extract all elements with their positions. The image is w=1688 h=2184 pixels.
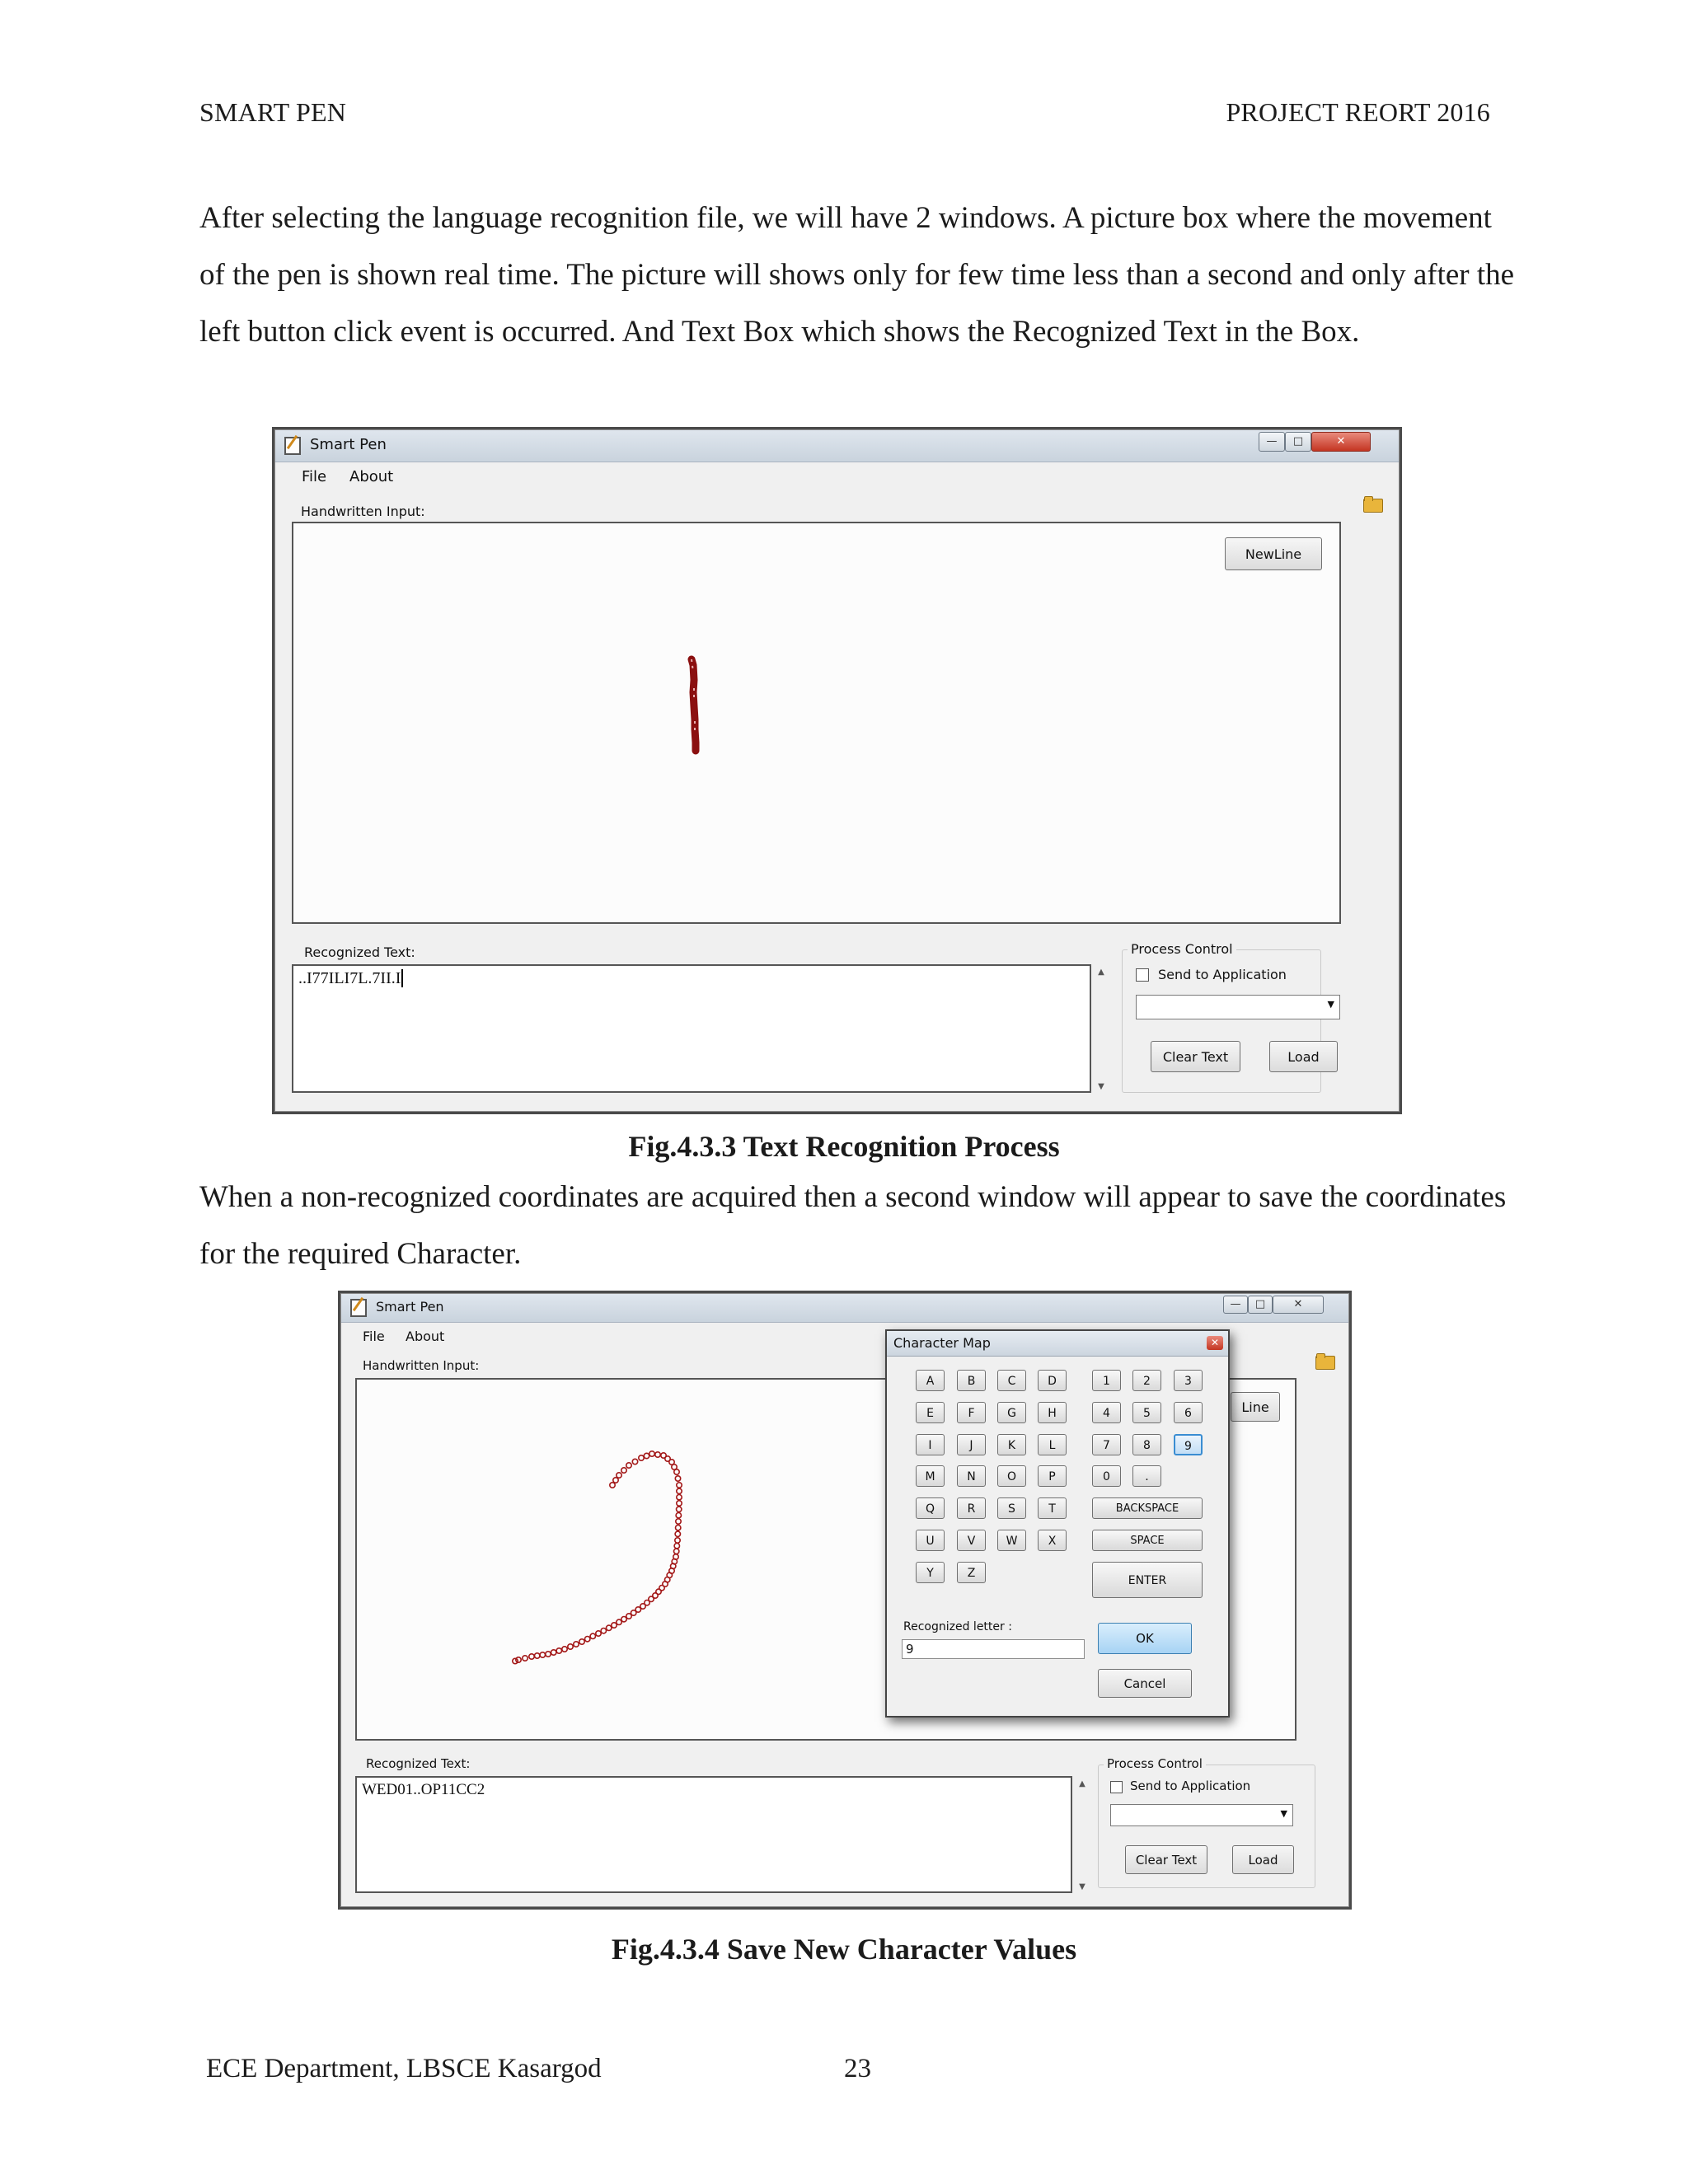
key-9-selected[interactable]: 9 [1174,1434,1203,1455]
handwritten-input-label: Handwritten Input: [301,504,425,519]
pen-point [674,1469,679,1474]
pen-point [556,1648,561,1653]
character-map-dialog [885,1329,1230,1718]
pen-point [568,1644,573,1649]
application-select[interactable] [1136,995,1340,1019]
key-r[interactable]: R [957,1497,986,1519]
title-bar [341,1294,1348,1323]
pen-point [529,1654,534,1659]
backspace-key[interactable]: BACKSPACE [1092,1497,1203,1519]
key-1[interactable]: 1 [1092,1370,1121,1391]
key-p[interactable]: P [1038,1465,1067,1487]
key-i[interactable]: I [916,1434,945,1455]
process-control-group [1098,1756,1315,1888]
intro-paragraph: After selecting the language recognition file, we will have 2 windows. A picture box where the movement of the pen is shown real time. The picture will shows only for few time less than a second and only after the left button click event is occurred. And Text Box which shows the Recognized Text in the Box. [199,201,1515,349]
send-to-application-label: Send to Application [1158,967,1287,982]
key-4[interactable]: 4 [1092,1402,1121,1423]
key-6[interactable]: 6 [1174,1402,1203,1423]
key-2[interactable]: 2 [1132,1370,1161,1391]
handwritten-input-label: Handwritten Input: [363,1358,480,1373]
key-o[interactable]: O [997,1465,1026,1487]
recognized-text-box[interactable] [292,964,1091,1093]
dialog-title: Character Map [893,1335,991,1351]
key-8[interactable]: 8 [1132,1434,1161,1455]
pen-point [513,1658,518,1663]
pen-point [535,1653,540,1658]
notepad-pen-icon [284,437,301,455]
dialog-title-bar [887,1331,1228,1357]
key-q[interactable]: Q [916,1497,945,1519]
send-to-application-checkbox[interactable] [1110,1781,1123,1793]
recognized-letter-label: Recognized letter : [903,1620,1012,1633]
handwritten-input-canvas[interactable] [292,522,1341,924]
pen-point [523,1656,528,1661]
figure1-caption: Fig.4.3.3 Text Recognition Process [628,1130,1060,1163]
pen-point [677,1483,682,1488]
pen-point [677,1507,682,1511]
pen-stroke-points [513,1451,682,1664]
scroll-up-icon[interactable]: ▲ [1098,968,1104,977]
running-header-title: SMART PEN [199,97,347,127]
menu-file[interactable]: File [363,1329,385,1344]
pen-point [639,1455,644,1460]
pen-stroke-drawing [293,523,1339,922]
pen-point [632,1459,637,1464]
pen-point [596,1631,601,1636]
menu-file[interactable]: File [302,468,327,485]
smart-pen-window-1 [274,429,1400,1112]
scroll-up-icon[interactable]: ▲ [1079,1779,1085,1788]
pen-point [579,1639,584,1644]
pen-point [676,1513,681,1518]
pen-point [675,1538,680,1543]
key-0[interactable]: 0 [1092,1465,1121,1487]
pen-point [677,1488,682,1493]
pen-point [677,1501,682,1506]
load-button[interactable]: Load [1269,1041,1338,1072]
pen-point [601,1629,606,1633]
key-e[interactable]: E [916,1402,945,1423]
figure2-caption: Fig.4.3.4 Save New Character Values [611,1933,1077,1966]
scroll-down-icon[interactable]: ▼ [1079,1882,1085,1891]
key-d[interactable]: D [1038,1370,1067,1391]
second-paragraph: When a non-recognized coordinates are acquired then a second window will appear to save the coordinates for the required Character. [199,1180,1507,1271]
pen-point [621,1468,626,1473]
pen-point [607,1625,612,1630]
key-u[interactable]: U [916,1530,945,1551]
pen-point [617,1619,621,1624]
key-n[interactable]: N [957,1465,986,1487]
enter-key[interactable]: ENTER [1092,1562,1203,1598]
pen-point [677,1495,682,1500]
key-3[interactable]: 3 [1174,1370,1203,1391]
process-control-group [1122,941,1334,1093]
key-y[interactable]: Y [916,1562,945,1583]
clear-text-button[interactable]: Clear Text [1151,1041,1240,1072]
key-m[interactable]: M [916,1465,945,1487]
folder-open-icon[interactable] [1315,1353,1335,1368]
close-icon[interactable]: ✕ [1273,1296,1324,1314]
menu-bar [275,462,1399,490]
recognized-text-value: ..I77ILI7L.7II.I [298,969,401,987]
pen-point [626,1614,631,1619]
pen-point [585,1637,590,1642]
key-z[interactable]: Z [957,1562,986,1583]
notepad-pen-icon [350,1299,367,1317]
newline-button[interactable]: NewLine [1225,537,1322,570]
pen-point [676,1519,681,1524]
minimize-icon[interactable]: — [1223,1296,1248,1314]
key-c[interactable]: C [997,1370,1026,1391]
key-w[interactable]: W [997,1530,1026,1551]
pen-point [644,1453,649,1458]
pen-point [540,1652,545,1657]
chevron-down-icon: ▼ [1280,1808,1287,1819]
send-to-application-label: Send to Application [1130,1779,1251,1793]
key-h[interactable]: H [1038,1402,1067,1423]
key-v[interactable]: V [957,1530,986,1551]
pen-point [613,1478,618,1483]
key-7[interactable]: 7 [1092,1434,1121,1455]
key-dot[interactable]: . [1132,1465,1161,1487]
key-g[interactable]: G [997,1402,1026,1423]
folder-open-icon[interactable] [1363,496,1383,511]
chevron-down-icon: ▼ [1327,999,1334,1010]
footer-department: ECE Department, LBSCE Kasargod [206,2054,602,2083]
window-title: Smart Pen [376,1299,444,1315]
recognized-text-label: Recognized Text: [304,944,415,960]
pen-point [675,1531,680,1536]
running-header-report: PROJECT REORT 2016 [1226,97,1490,127]
application-select[interactable] [1110,1804,1293,1826]
menu-about[interactable]: About [406,1329,445,1344]
scroll-down-icon[interactable]: ▼ [1098,1082,1104,1091]
key-x[interactable]: X [1038,1530,1067,1551]
key-l[interactable]: L [1038,1434,1067,1455]
recognized-text-box[interactable] [355,1776,1072,1893]
pen-point [674,1549,679,1554]
menu-about[interactable]: About [349,468,394,485]
close-icon[interactable]: ✕ [1207,1336,1223,1350]
pen-point [516,1657,521,1662]
recognized-text-scrollbar[interactable] [1093,964,1109,1093]
pen-point [675,1476,680,1481]
key-5[interactable]: 5 [1132,1402,1161,1423]
pen-point [574,1642,579,1647]
maximize-icon[interactable]: □ [1285,432,1311,452]
key-a[interactable]: A [916,1370,945,1391]
close-icon[interactable]: ✕ [1311,432,1371,452]
text-caret [401,969,403,987]
key-s[interactable]: S [997,1497,1026,1519]
pen-point [590,1633,595,1638]
pen-point [610,1483,615,1488]
space-key[interactable]: SPACE [1092,1530,1203,1551]
minimize-icon[interactable]: — [1259,432,1285,452]
pen-point [649,1451,654,1456]
pen-point [612,1623,617,1628]
process-control-legend: Process Control [1104,1756,1206,1771]
recognized-text-label: Recognized Text: [366,1756,471,1771]
pen-point [626,1463,631,1468]
smart-pen-window-2 [340,1293,1349,1907]
pen-point [551,1650,556,1655]
pen-stroke [692,659,696,751]
clear-text-button[interactable]: Clear Text [1125,1845,1207,1874]
title-bar [275,430,1399,462]
pen-point [617,1473,621,1478]
cancel-button[interactable]: Cancel [1098,1669,1192,1698]
recognized-letter-input[interactable]: 9 [902,1639,1085,1659]
page-number: 23 [844,2054,871,2083]
key-j[interactable]: J [957,1434,986,1455]
recognized-text-scrollbar[interactable] [1074,1776,1090,1893]
pen-point [676,1526,681,1530]
window-title: Smart Pen [310,436,387,453]
newline-button[interactable]: Line [1231,1392,1280,1422]
ok-button[interactable]: OK [1098,1623,1192,1654]
pen-point [562,1647,567,1652]
key-f[interactable]: F [957,1402,986,1423]
key-b[interactable]: B [957,1370,986,1391]
load-button[interactable]: Load [1232,1845,1294,1874]
maximize-icon[interactable]: □ [1248,1296,1273,1314]
process-control-legend: Process Control [1128,941,1236,957]
key-k[interactable]: K [997,1434,1026,1455]
recognized-text-value: WED01..OP11CC2 [362,1781,485,1798]
key-t[interactable]: T [1038,1497,1067,1519]
send-to-application-checkbox[interactable] [1136,968,1149,982]
pen-point [655,1452,660,1457]
pen-point [674,1544,679,1549]
pen-point [546,1652,551,1657]
